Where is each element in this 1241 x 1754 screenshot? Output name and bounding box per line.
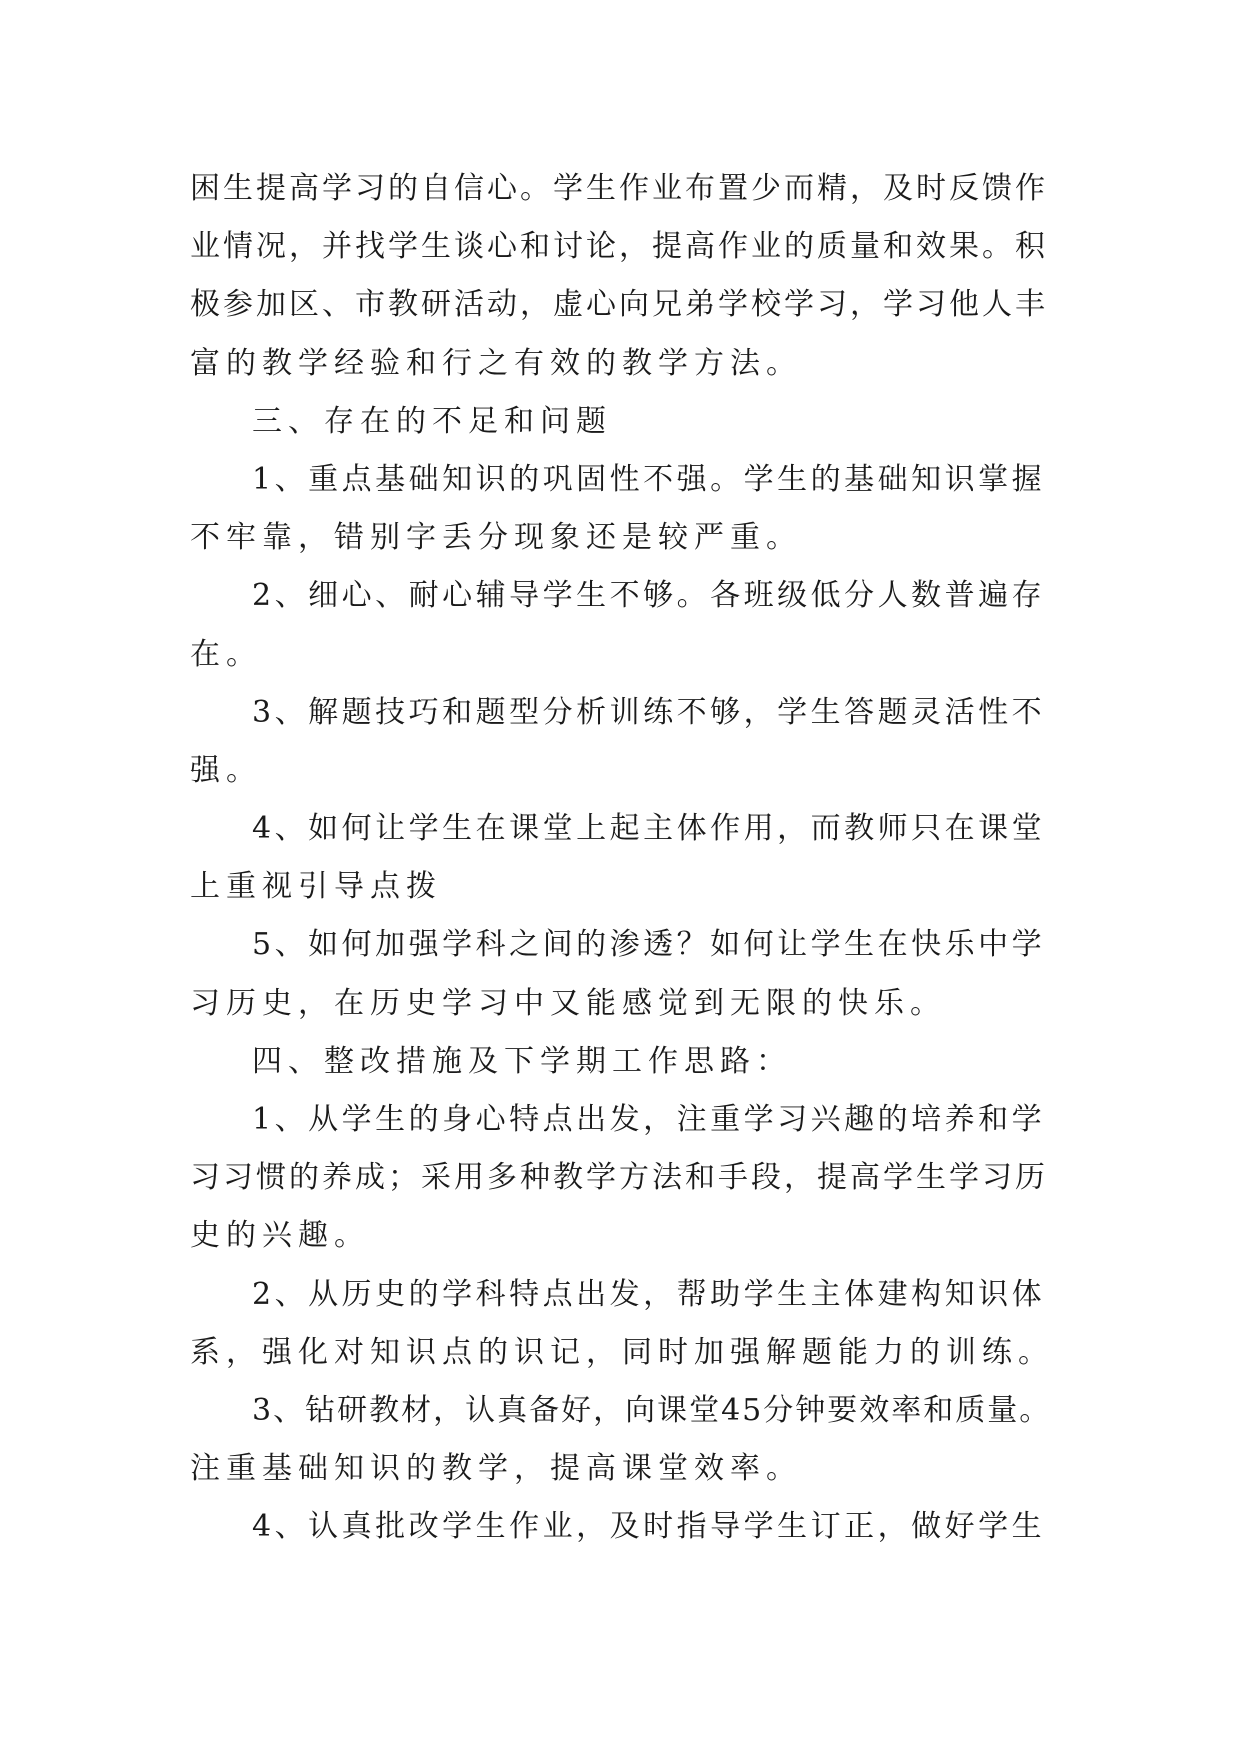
text-line: 四、整改措施及下学期工作思路： xyxy=(252,1043,792,1079)
text-line: 不牢靠，错别字丢分现象还是较严重。 xyxy=(190,520,802,556)
text-line: 2、从历史的学科特点出发，帮助学生主体建构知识体 xyxy=(252,1276,1046,1312)
text-line: 3、解题技巧和题型分析训练不够，学生答题灵活性不 xyxy=(252,694,1046,730)
text-line: 习习惯的养成；采用多种教学方法和手段，提高学生学习历 xyxy=(190,1160,1048,1196)
text-line: 在。 xyxy=(190,636,262,672)
text-line: 强。 xyxy=(190,752,262,788)
text-line: 三、存在的不足和问题 xyxy=(252,403,612,439)
text-line: 5、如何加强学科之间的渗透？如何让学生在快乐中学 xyxy=(252,927,1046,963)
text-line: 2、细心、耐心辅导学生不够。各班级低分人数普遍存 xyxy=(252,578,1046,614)
text-line: 习历史，在历史学习中又能感觉到无限的快乐。 xyxy=(190,985,946,1021)
text-line: 1、从学生的身心特点出发，注重学习兴趣的培养和学 xyxy=(252,1102,1046,1137)
text-line: 上重视引导点拨 xyxy=(190,869,442,905)
text-line: 困生提高学习的自信心。学生作业布置少而精，及时反馈作 xyxy=(190,171,1048,206)
text-line: 极参加区、市教研活动，虚心向兄弟学校学习，学习他人丰 xyxy=(190,287,1048,323)
text-line: 4、认真批改学生作业，及时指导学生订正，做好学生 xyxy=(252,1509,1046,1545)
document-body xyxy=(190,160,1055,1557)
text-line: 1、重点基础知识的巩固性不强。学生的基础知识掌握 xyxy=(252,461,1046,497)
text-line: 3、钻研教材，认真备好，向课堂45分钟要效率和质量。 xyxy=(252,1392,1052,1428)
text-line: 业情况，并找学生谈心和讨论，提高作业的质量和效果。积 xyxy=(190,229,1048,265)
text-line: 系，强化对知识点的识记，同时加强解题能力的训练。 xyxy=(190,1334,1054,1370)
text-line: 富的教学经验和行之有效的教学方法。 xyxy=(190,345,802,381)
text-line: 史的兴趣。 xyxy=(190,1218,370,1254)
text-line: 4、如何让学生在课堂上起主体作用，而教师只在课堂 xyxy=(252,811,1046,847)
text-line: 注重基础知识的教学，提高课堂效率。 xyxy=(190,1451,802,1487)
